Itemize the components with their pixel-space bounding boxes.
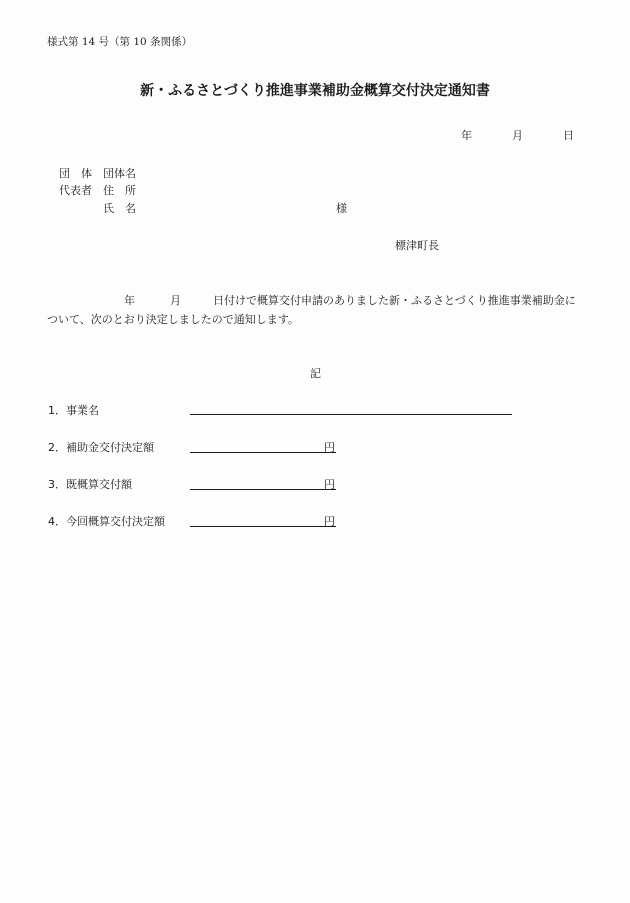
- date-day: 日: [563, 129, 574, 142]
- date-month: 月: [512, 129, 523, 142]
- item-fill-line: [190, 489, 336, 490]
- group-name-label: 団体名: [103, 167, 136, 180]
- group-label: 団 体: [59, 167, 92, 180]
- body-line-1: 日付けで概算交付申請のありました新・ふるさとづくり推進事業補助金に: [213, 294, 576, 307]
- address-label: 住 所: [103, 184, 136, 197]
- item-label: 3．既概算交付額: [48, 478, 132, 491]
- honorific: 様: [336, 202, 347, 215]
- item-label: 2．補助金交付決定額: [48, 441, 154, 454]
- item-label: 4．今回概算交付決定額: [48, 515, 165, 528]
- item-fill-line: [190, 414, 512, 415]
- representative-label: 代表者: [59, 184, 92, 197]
- item-unit: 円: [324, 478, 335, 491]
- item-unit: 円: [324, 441, 335, 454]
- item-unit: 円: [324, 515, 335, 528]
- date-year: 年: [461, 129, 472, 142]
- ki-label: 記: [310, 367, 321, 380]
- body-month: 月: [170, 294, 181, 307]
- item-fill-line: [190, 452, 336, 453]
- body-year: 年: [124, 294, 135, 307]
- issuer: 標津町長: [395, 239, 439, 252]
- name-label: 氏 名: [103, 202, 136, 215]
- document-title: 新・ふるさとづくり推進事業補助金概算交付決定通知書: [140, 83, 490, 99]
- item-label: 1．事業名: [48, 404, 99, 417]
- form-number: 様式第 14 号（第 10 条関係）: [47, 36, 193, 48]
- body-line-2: ついて、次のとおり決定しましたので通知します。: [47, 313, 299, 326]
- item-fill-line: [190, 526, 336, 527]
